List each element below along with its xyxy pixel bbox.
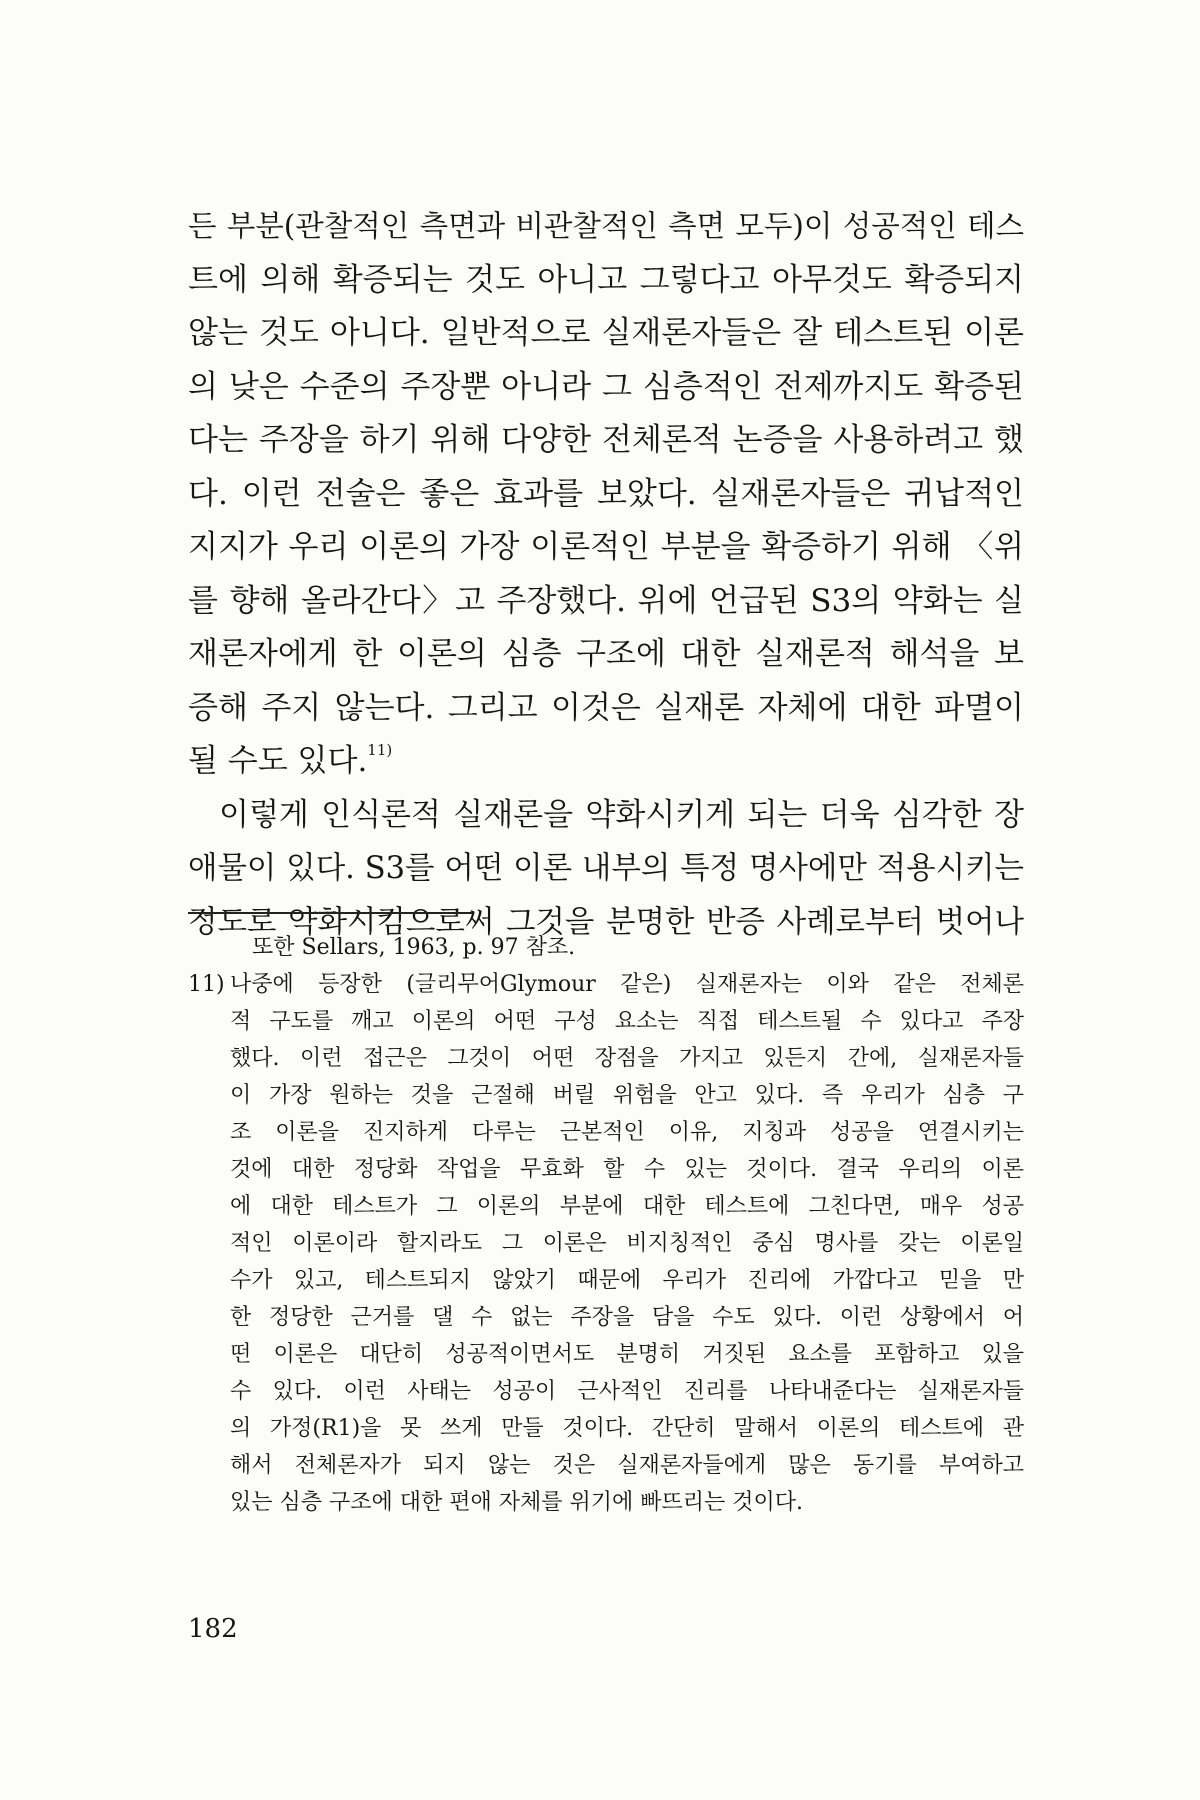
body-line: 재론자에게 한 이론의 심층 구조에 대한 실재론적 해석을 보 <box>188 636 1024 672</box>
footnote-line: 것에 대한 정당화 작업을 무효화 할 수 있는 것이다. 결국 우리의 이론 <box>230 1157 1024 1182</box>
footnote-line: 수 있다. 이런 사태는 성공이 근사적인 진리를 나타내준다는 실재론자들 <box>230 1379 1024 1404</box>
body-line: 이렇게 인식론적 실재론을 약화시키게 되는 더욱 심각한 장 <box>219 796 1024 833</box>
footnote-separator <box>188 912 472 914</box>
footnote-label: 11) <box>188 972 225 997</box>
footnote-line: 해서 전체론자가 되지 않는 것은 실재론자들에게 많은 동기를 부여하고 <box>230 1453 1024 1478</box>
footnote-line: 수가 있고, 테스트되지 않았기 때문에 우리가 진리에 가깝다고 믿을 만 <box>230 1268 1024 1293</box>
paragraph-end-text: 될 수도 있다. <box>188 743 368 779</box>
footnote-line: 에 대한 테스트가 그 이론의 부분에 대한 테스트에 그친다면, 매우 성공 <box>230 1194 1024 1219</box>
footnote-11-first-line <box>188 966 1024 1003</box>
body-line: 트에 의해 확증되는 것도 아니고 그렇다고 아무것도 확증되지 <box>188 261 1024 298</box>
footnote-line: 이 가장 원하는 것을 근절해 버릴 위험을 안고 있다. 즉 우리가 심층 구 <box>230 1083 1024 1108</box>
body-line: 않는 것도 아니다. 일반적으로 실재론자들은 잘 테스트된 이론 <box>188 315 1024 351</box>
body-line: 다는 주장을 하기 위해 다양한 전체론적 논증을 사용하려고 했 <box>188 422 1024 458</box>
body-line: 든 부분(관찰적인 측면과 비관찰적인 측면 모두)이 성공적인 테스 <box>188 209 1024 243</box>
footnote-line: 적인 이론이라 할지라도 그 이론은 비지칭적인 중심 명사를 갖는 이론일 <box>230 1231 1024 1256</box>
footnote-text: 나중에 등장한 (글리무어Glymour 같은) 실재론자는 이와 같은 전체론 <box>230 972 1024 997</box>
main-text <box>188 200 1024 949</box>
footnote-line-last: 있는 심층 구조에 대한 편애 자체를 위기에 빠뜨리는 것이다. <box>230 1490 803 1515</box>
footnote-reference[interactable]: 11) <box>367 741 393 759</box>
body-line: 정도로 약화시킴으로써 그것을 분명한 반증 사례로부터 벗어나 <box>188 904 1024 940</box>
footnote-line: 조 이론을 진지하게 다루는 근본적인 이유, 지칭과 성공을 연결시키는 <box>230 1120 1024 1145</box>
page-number: 182 <box>188 1614 238 1644</box>
footnote-line: 한 정당한 근거를 댈 수 없는 주장을 담을 수도 있다. 이런 상황에서 어 <box>230 1305 1024 1330</box>
footnote-continued: 또한 Sellars, 1963, p. 97 참조. <box>252 935 576 960</box>
footnote-line: 적 구도를 깨고 이론의 어떤 구성 요소는 직접 테스트될 수 있다고 주장 <box>230 1009 1024 1034</box>
body-line: 지지가 우리 이론의 가장 이론적인 부분을 확증하기 위해 〈위 <box>188 529 1024 565</box>
body-line: 증해 주지 않는다. 그리고 이것은 실재론 자체에 대한 파멸이 <box>188 689 1024 726</box>
footnote-line: 의 가정(R1)을 못 쓰게 만들 것이다. 간단히 말해서 이론의 테스트에 관 <box>230 1416 1024 1441</box>
body-line: 의 낮은 수준의 주장뿐 아니라 그 심층적인 전제까지도 확증된 <box>188 368 1024 405</box>
footnotes <box>188 929 1024 1521</box>
body-line: 애물이 있다. S3를 어떤 이론 내부의 특정 명사에만 적용시키는 <box>188 851 1024 886</box>
body-line-last <box>188 735 1024 789</box>
footnote-line: 했다. 이런 접근은 그것이 어떤 장점을 가지고 있든지 간에, 실재론자들 <box>230 1046 1024 1071</box>
footnote-line: 떤 이론은 대단히 성공적이면서도 분명히 거짓된 요소를 포함하고 있을 <box>230 1342 1024 1367</box>
body-line: 를 향해 올라간다〉고 주장했다. 위에 언급된 S3의 약화는 실 <box>188 582 1024 619</box>
body-line: 다. 이런 전술은 좋은 효과를 보았다. 실재론자들은 귀납적인 <box>188 475 1024 512</box>
